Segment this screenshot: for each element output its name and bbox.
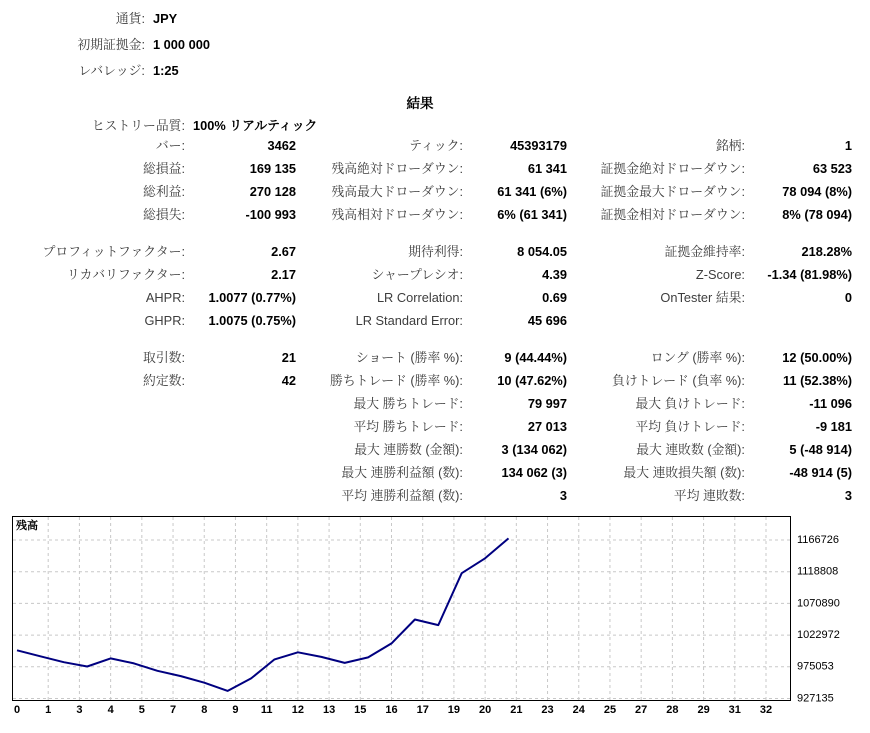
stat-label: 総利益: xyxy=(143,184,185,199)
stat-label: 取引数: xyxy=(143,350,185,365)
stat-value xyxy=(185,484,296,507)
x-axis-label: 0 xyxy=(13,704,21,716)
stat-label: 証拠金相対ドローダウン: xyxy=(600,207,745,222)
history-quality-row xyxy=(0,116,425,136)
stat-value: 27 013 xyxy=(527,419,567,434)
stat-label: シャープレシオ: xyxy=(371,267,463,282)
stat-value: -11 096 xyxy=(809,396,852,411)
stat-label: 最大 連敗損失額 (数): xyxy=(623,465,745,480)
stat-value xyxy=(745,309,852,332)
stat-label: 残高最大ドローダウン: xyxy=(331,184,463,199)
x-axis-label: 27 xyxy=(635,704,648,716)
x-axis-label: 25 xyxy=(603,704,617,716)
stat-value: 2.67 xyxy=(271,244,296,259)
x-axis-label: 13 xyxy=(322,704,336,716)
stat-label: 平均 負けトレード: xyxy=(635,419,745,434)
stat-value: 100% リアルティック xyxy=(193,118,318,133)
stat-value: 11 (52.38%) xyxy=(782,373,852,388)
x-axis-label: 9 xyxy=(232,704,239,716)
x-axis-label: 15 xyxy=(354,704,367,716)
stat-label xyxy=(0,484,185,507)
x-axis-label: 20 xyxy=(479,704,492,716)
stat-value: 63 523 xyxy=(812,161,852,176)
stat-label: 証拠金絶対ドローダウン: xyxy=(600,161,745,176)
stat-label: 平均 勝ちトレード: xyxy=(353,419,463,434)
stat-value xyxy=(185,392,296,415)
stat-value: 0.69 xyxy=(542,290,567,305)
stat-value: 3462 xyxy=(267,138,296,153)
x-axis-label: 23 xyxy=(541,704,554,716)
header-label: 通貨: xyxy=(115,11,145,26)
x-axis-label: 3 xyxy=(76,704,83,716)
stat-value: 45393179 xyxy=(510,138,567,153)
stat-value: 6% (61 341) xyxy=(497,207,567,222)
stat-label: Z-Score: xyxy=(695,267,745,282)
report-header xyxy=(0,6,385,84)
stat-label xyxy=(567,309,745,332)
stat-value: 169 135 xyxy=(249,161,296,176)
stat-value: 2.17 xyxy=(271,267,296,282)
stats-block-ratios xyxy=(0,240,852,332)
stat-value: 4.39 xyxy=(542,267,567,282)
stat-label: LR Standard Error: xyxy=(355,313,463,328)
header-value: 1:25 xyxy=(153,63,179,78)
x-axis-label: 32 xyxy=(759,704,773,716)
y-axis-label: 1070890 xyxy=(797,597,840,610)
stat-value: 3 xyxy=(559,488,567,503)
stats-block-overview xyxy=(0,134,852,226)
x-axis-label: 5 xyxy=(138,704,145,716)
stat-label: 期待利得: xyxy=(408,244,463,259)
y-axis-label: 927135 xyxy=(797,692,834,705)
stat-label: LR Correlation: xyxy=(376,290,463,305)
stat-label: ロング (勝率 %): xyxy=(650,350,745,365)
chart-border xyxy=(13,517,791,701)
stat-label: 負けトレード (負率 %): xyxy=(612,373,745,388)
y-axis-label: 1166726 xyxy=(797,533,840,546)
stat-label: 最大 負けトレード: xyxy=(635,396,745,411)
stat-value xyxy=(185,415,296,438)
chart-series-title: 残高 xyxy=(16,520,38,532)
stat-value: 1.0075 (0.75%) xyxy=(208,313,296,328)
stat-value: 42 xyxy=(281,373,296,388)
x-axis-label: 12 xyxy=(291,704,304,716)
x-axis-label: 24 xyxy=(572,704,585,716)
header-label: 初期証拠金: xyxy=(77,37,145,52)
stat-value: 218.28% xyxy=(801,244,852,259)
stat-label: GHPR: xyxy=(144,313,185,328)
stat-value xyxy=(185,438,296,461)
stat-value: 9 (44.44%) xyxy=(504,350,567,365)
stat-label: 約定数: xyxy=(143,373,185,388)
stat-label: ヒストリー品質: xyxy=(91,118,185,133)
stat-label: 最大 勝ちトレード: xyxy=(353,396,463,411)
stat-value: 8 054.05 xyxy=(517,244,567,259)
stat-value: 10 (47.62%) xyxy=(497,373,567,388)
x-axis-label: 21 xyxy=(510,704,523,716)
stat-label xyxy=(0,392,185,415)
x-axis-label: 16 xyxy=(385,704,398,716)
stat-label: ティック: xyxy=(409,138,463,153)
stat-value: 61 341 xyxy=(527,161,567,176)
stat-label: 最大 連勝利益額 (数): xyxy=(341,465,463,480)
stat-value: 1 xyxy=(844,138,852,153)
stat-label: リカバリファクター: xyxy=(66,267,185,282)
stat-value: 79 997 xyxy=(527,396,567,411)
y-axis-label: 1118808 xyxy=(797,565,839,578)
stat-value: 8% (78 094) xyxy=(782,207,852,222)
stat-label: 残高絶対ドローダウン: xyxy=(331,161,463,176)
stats-block-trades xyxy=(0,346,852,507)
x-axis-label: 29 xyxy=(697,704,710,716)
x-axis-label: 11 xyxy=(260,704,273,716)
stat-value: 45 696 xyxy=(527,313,567,328)
stat-label: バー: xyxy=(155,138,185,153)
stat-label: 最大 連勝数 (金額): xyxy=(354,442,463,457)
stat-value: -48 914 (5) xyxy=(789,465,852,480)
y-axis-label: 975053 xyxy=(797,660,834,673)
stat-value: 134 062 (3) xyxy=(501,465,567,480)
header-value: 1 000 000 xyxy=(153,37,210,52)
stat-value xyxy=(185,461,296,484)
stat-label: 勝ちトレード (勝率 %): xyxy=(330,373,463,388)
stat-value: 1.0077 (0.77%) xyxy=(208,290,296,305)
stat-label xyxy=(0,461,185,484)
stat-label: 平均 連勝利益額 (数): xyxy=(341,488,463,503)
x-axis-label: 19 xyxy=(447,704,461,716)
stat-label: 残高相対ドローダウン: xyxy=(331,207,463,222)
stat-label: ショート (勝率 %): xyxy=(355,350,463,365)
balance-chart xyxy=(0,516,870,728)
stat-value: 78 094 (8%) xyxy=(782,184,852,199)
balance-chart-svg xyxy=(0,516,870,728)
x-axis-label: 28 xyxy=(666,704,679,716)
header-label: レバレッジ: xyxy=(78,63,145,78)
stat-value: 12 (50.00%) xyxy=(782,350,852,365)
stat-label: 平均 連敗数: xyxy=(673,488,745,503)
stat-label: 総損益: xyxy=(143,161,185,176)
stat-label xyxy=(0,415,185,438)
x-axis-label: 1 xyxy=(45,704,52,716)
stat-label: AHPR: xyxy=(145,290,185,305)
stat-value: 0 xyxy=(844,290,852,305)
stat-value: 61 341 (6%) xyxy=(497,184,567,199)
stat-label: 最大 連敗数 (金額): xyxy=(636,442,745,457)
stat-value: -9 181 xyxy=(815,419,852,434)
x-axis-label: 8 xyxy=(201,704,208,716)
stat-value: 270 128 xyxy=(249,184,296,199)
stat-label: 証拠金最大ドローダウン: xyxy=(600,184,745,199)
stat-label: 銘柄: xyxy=(715,138,745,153)
page-title: 結果 xyxy=(406,96,434,111)
x-axis-label: 4 xyxy=(107,704,114,716)
stat-label: OnTester 結果: xyxy=(660,290,745,305)
stat-label: 証拠金維持率: xyxy=(664,244,745,259)
stat-value: -1.34 (81.98%) xyxy=(767,267,852,282)
stat-value: -100 993 xyxy=(245,207,296,222)
stat-label: プロフィットファクター: xyxy=(42,244,185,259)
stat-label xyxy=(0,438,185,461)
stat-label: 総損失: xyxy=(143,207,185,222)
y-axis-label: 1022972 xyxy=(797,629,840,642)
x-axis-label: 17 xyxy=(416,704,429,716)
stat-value: 3 (134 062) xyxy=(501,442,567,457)
stat-value: 5 (-48 914) xyxy=(789,442,852,457)
x-axis-label: 7 xyxy=(169,704,177,716)
stat-value: 3 xyxy=(844,488,852,503)
x-axis-label: 31 xyxy=(728,704,741,716)
header-value: JPY xyxy=(153,11,178,26)
stat-value: 21 xyxy=(281,350,296,365)
